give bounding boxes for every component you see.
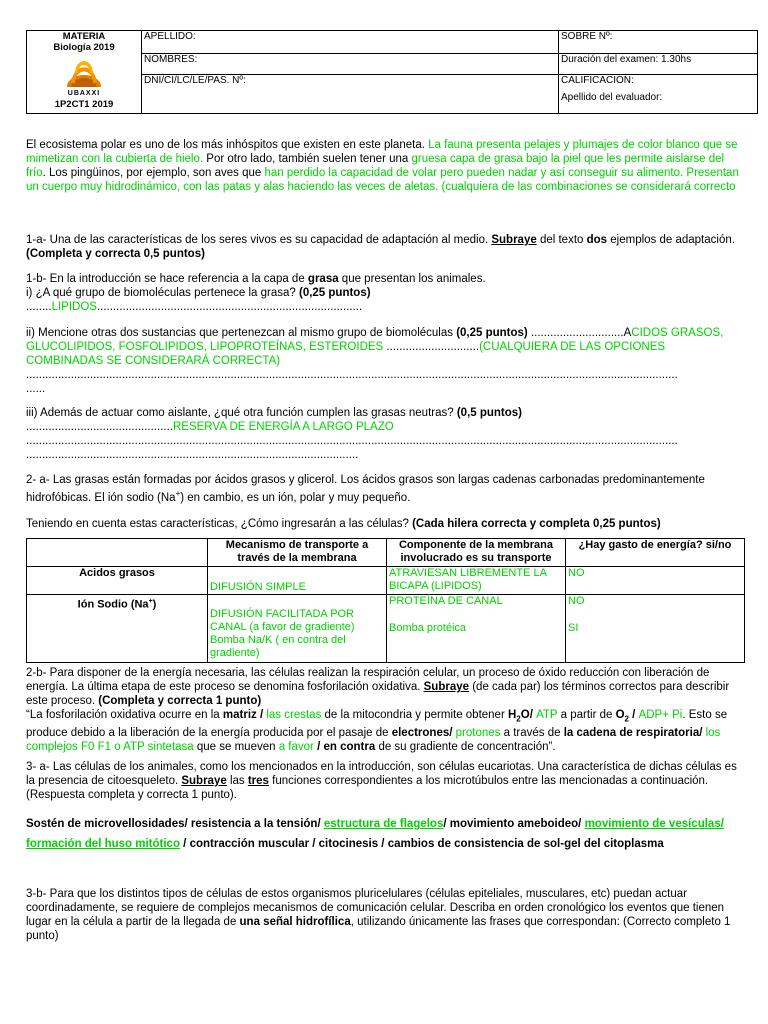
answer-note: (cualquiera de las combinaciones se considerará correcto — [441, 181, 736, 193]
subject-label: Biología 2019 — [53, 42, 115, 53]
question-3a-options: Sostén de microvellosidades/ resistencia a la tensión/ estructura de flagelos/ movimiento ameboideo/ movimiento de vesículas/ formación del huso mitótico / contracción muscular / citocinesis / cambios de consistencia de sol-gel del citoplasma — [26, 818, 724, 850]
subject-cell — [27, 31, 142, 114]
question-3b: 3-b- Para que los distintos tipos de células de estos organismos pluricelulares (células epiteliales, musculares, etc) puedan actuar coordinadamente, se requiere de complejos mecanismos de comunicación celular. Describa en orden cronológico los eventos que tienen lugar en la célula a partir de la llegada de una señal hidrofílica, utilizando únicamente las frases que correspondan: (Correcto completo 1 punto) — [26, 888, 731, 942]
question-1b-ii: ii) Mencione otras dos sustancias que pertenezcan al mismo grupo de biomoléculas (0,25 puntos) .............................ACIDOS GRASOS, GLUCOLIPIDOS, FOSFOLIPIDOS, LIPOPROTEÍNAS, ESTEROIDES .............................(CUALQUIERA DE LAS OPCIONES COMBINADAS SE CONSIDERARÁ CORRECTA) ............................................................................................................................................................................................................ ...... — [26, 327, 724, 395]
calificacion-label: CALIFICACIÓN: — [561, 75, 634, 86]
question-1b: 1-b- En la introducción se hace referencia a la capa de grasa que presentan los animales. i) ¿A qué grupo de biomoléculas pertenece la grasa? (0,25 puntos) ........LIPIDOS................................................................................... — [26, 273, 486, 313]
cell-answer[interactable]: DIFUSIÓN SIMPLE — [208, 567, 387, 595]
answer-reserva: RESERVA DE ENERGÍA A LARGO PLAZO — [172, 421, 394, 433]
question-1a: 1-a- Una de las características de los seres vivos es su capacidad de adaptación al medio. Subraye del texto dos ejemplos de adaptación. (Completa y correcta 0,5 puntos) — [26, 234, 735, 260]
cell-answer[interactable]: NO SI — [566, 595, 745, 663]
answer-flagelos: estructura de flagelos — [323, 818, 444, 830]
row-label-sodio: Ión Sodio (Na+) — [27, 595, 208, 663]
nombres-field[interactable]: NOMBRES: — [142, 54, 559, 75]
materia-label: MATERIA — [62, 31, 106, 42]
calificacion-cell[interactable] — [559, 75, 758, 114]
evaluador-label: Apellido del evaluador: — [561, 92, 663, 103]
table-row — [27, 567, 745, 595]
answer-lipidos: LIPIDOS — [51, 301, 97, 313]
cell-answer[interactable]: PROTEÍNA DE CANAL Bomba protéica — [387, 595, 566, 663]
question-3a: 3- a- Las células de los animales, como los mencionados en la introducción, son células eucariotas. Una característica de dichas células es la presencia de citoesqueleto. Subraye las tres funciones correspondientes a los microtúbulos entre las mencionadas a continuación. (Respuesta completa y correcta 1 punto). — [26, 761, 737, 801]
intro-paragraph: El ecosistema polar es uno de los más inhóspitos que existen en este planeta. La fauna presenta pelajes y plumajes de color blanco que se mimetizan con la cubierta de hielo. Por otro lado, también suelen tener una gruesa capa de grasa bajo la piel que les permite aislarse del frío. Los pingüinos, por ejemplo, son aves que han perdido la capacidad de volar pero pueden nadar y así conseguir su alimento. Presentan un cuerpo muy hidrodinámico, con las patas y alas haciendo las veces de aletas. (cualquiera de las combinaciones se considerará correcto — [26, 139, 739, 193]
answer-note: (CUALQUIERA DE LAS OPCIONES COMBINADAS SE CONSIDERARÁ CORRECTA) — [26, 341, 666, 367]
table-corner — [27, 539, 208, 567]
exam-code: 1P2CT1 2019 — [54, 99, 114, 110]
question-1b-iii: iii) Además de actuar como aislante, ¿qué otra función cumplen las grasas neutras? (0,5 puntos) ..............................................RESERVA DE ENERGÍA A LARGO PLAZO ............................................................................................................................................................................................................ ........................................................................................................ — [26, 407, 678, 461]
cell-answer[interactable]: NO — [566, 567, 745, 595]
duracion-label: Duración del examen: 1.30hs — [559, 54, 758, 75]
dni-field[interactable]: DNI/CI/LC/LE/PAS. Nº: — [142, 75, 559, 114]
answer-highlight: gruesa capa de grasa bajo la piel que les permite aislarse del frío — [26, 153, 725, 179]
col-header-componente: Componente de la membrana involucrado es su transporte — [387, 539, 566, 567]
logo-text: UBAXXI — [67, 90, 101, 97]
table-row — [27, 595, 745, 663]
ubaxxi-logo — [62, 57, 106, 87]
row-label-acidos: Acidos grasos — [27, 567, 208, 595]
answer-highlight: La fauna presenta pelajes y plumajes de color blanco que se mimetizan con la cubierta de hielo. — [26, 139, 738, 165]
cell-answer[interactable]: DIFUSIÓN FACILITADA POR CANAL (a favor de gradiente) Bomba Na/K ( en contra del gradiente) — [208, 595, 387, 663]
exam-header-table — [26, 30, 758, 114]
question-2a: 2- a- Las grasas están formadas por ácidos grasos y glicerol. Los ácidos grasos son largas cadenas carbonadas predominantemente hidrofóbicas. El ión sodio (Na+) en cambio, es un ión, polar y muy pequeño. Teniendo en cuenta estas características, ¿Cómo ingresarán a las células? (Cada hilera correcta y completa 0,25 puntos) — [26, 474, 705, 530]
col-header-mecanismo: Mecanismo de transporte a través de la membrana — [208, 539, 387, 567]
answer-vesiculas-huso: movimiento de vesículas/ formación del huso mitótico — [26, 818, 724, 850]
col-header-energia: ¿Hay gasto de energía? si/no — [566, 539, 745, 567]
answer-sustancias: CIDOS GRASOS, GLUCOLIPIDOS, FOSFOLIPIDOS, LIPOPROTEÍNAS, ESTEROIDES — [26, 327, 724, 353]
cell-answer[interactable]: ATRAVIESAN LIBREMENTE LA BICAPA (LIPIDOS) — [387, 567, 566, 595]
transport-table — [26, 538, 745, 663]
question-2b: 2-b- Para disponer de la energía necesaria, las células realizan la respiración celular, un proceso de óxido reducción con liberación de energía. La última etapa de este proceso se denomina fosforilación oxidativa. Subraye (de cada par) los términos correctos para describir este proceso. (Completa y correcta 1 punto) “La fosforilación oxidativa ocurre en la matriz / las crestas de la mitocondria y permite obtener $H_2O/$ ATP a partir de $O_2 / ADP+ Pi$. Esto se produce debido a la liberación de la energía producida por el pasaje de electrones/ protones a través de la cadena de respiratoria/ los complejos F0 F1 o ATP sintetasa que se mueven a favor / en contra de su gradiente de concentración”. — [26, 667, 730, 754]
apellido-field[interactable]: APELLIDO: — [142, 31, 559, 54]
sobre-field[interactable]: SOBRE Nº: — [559, 31, 758, 54]
answer-highlight: han perdido la capacidad de volar pero pueden nadar y así conseguir su alimento. Presentan un cuerpo muy hidrodinámico, con las patas y alas haciendo las veces de aletas. — [26, 167, 739, 193]
